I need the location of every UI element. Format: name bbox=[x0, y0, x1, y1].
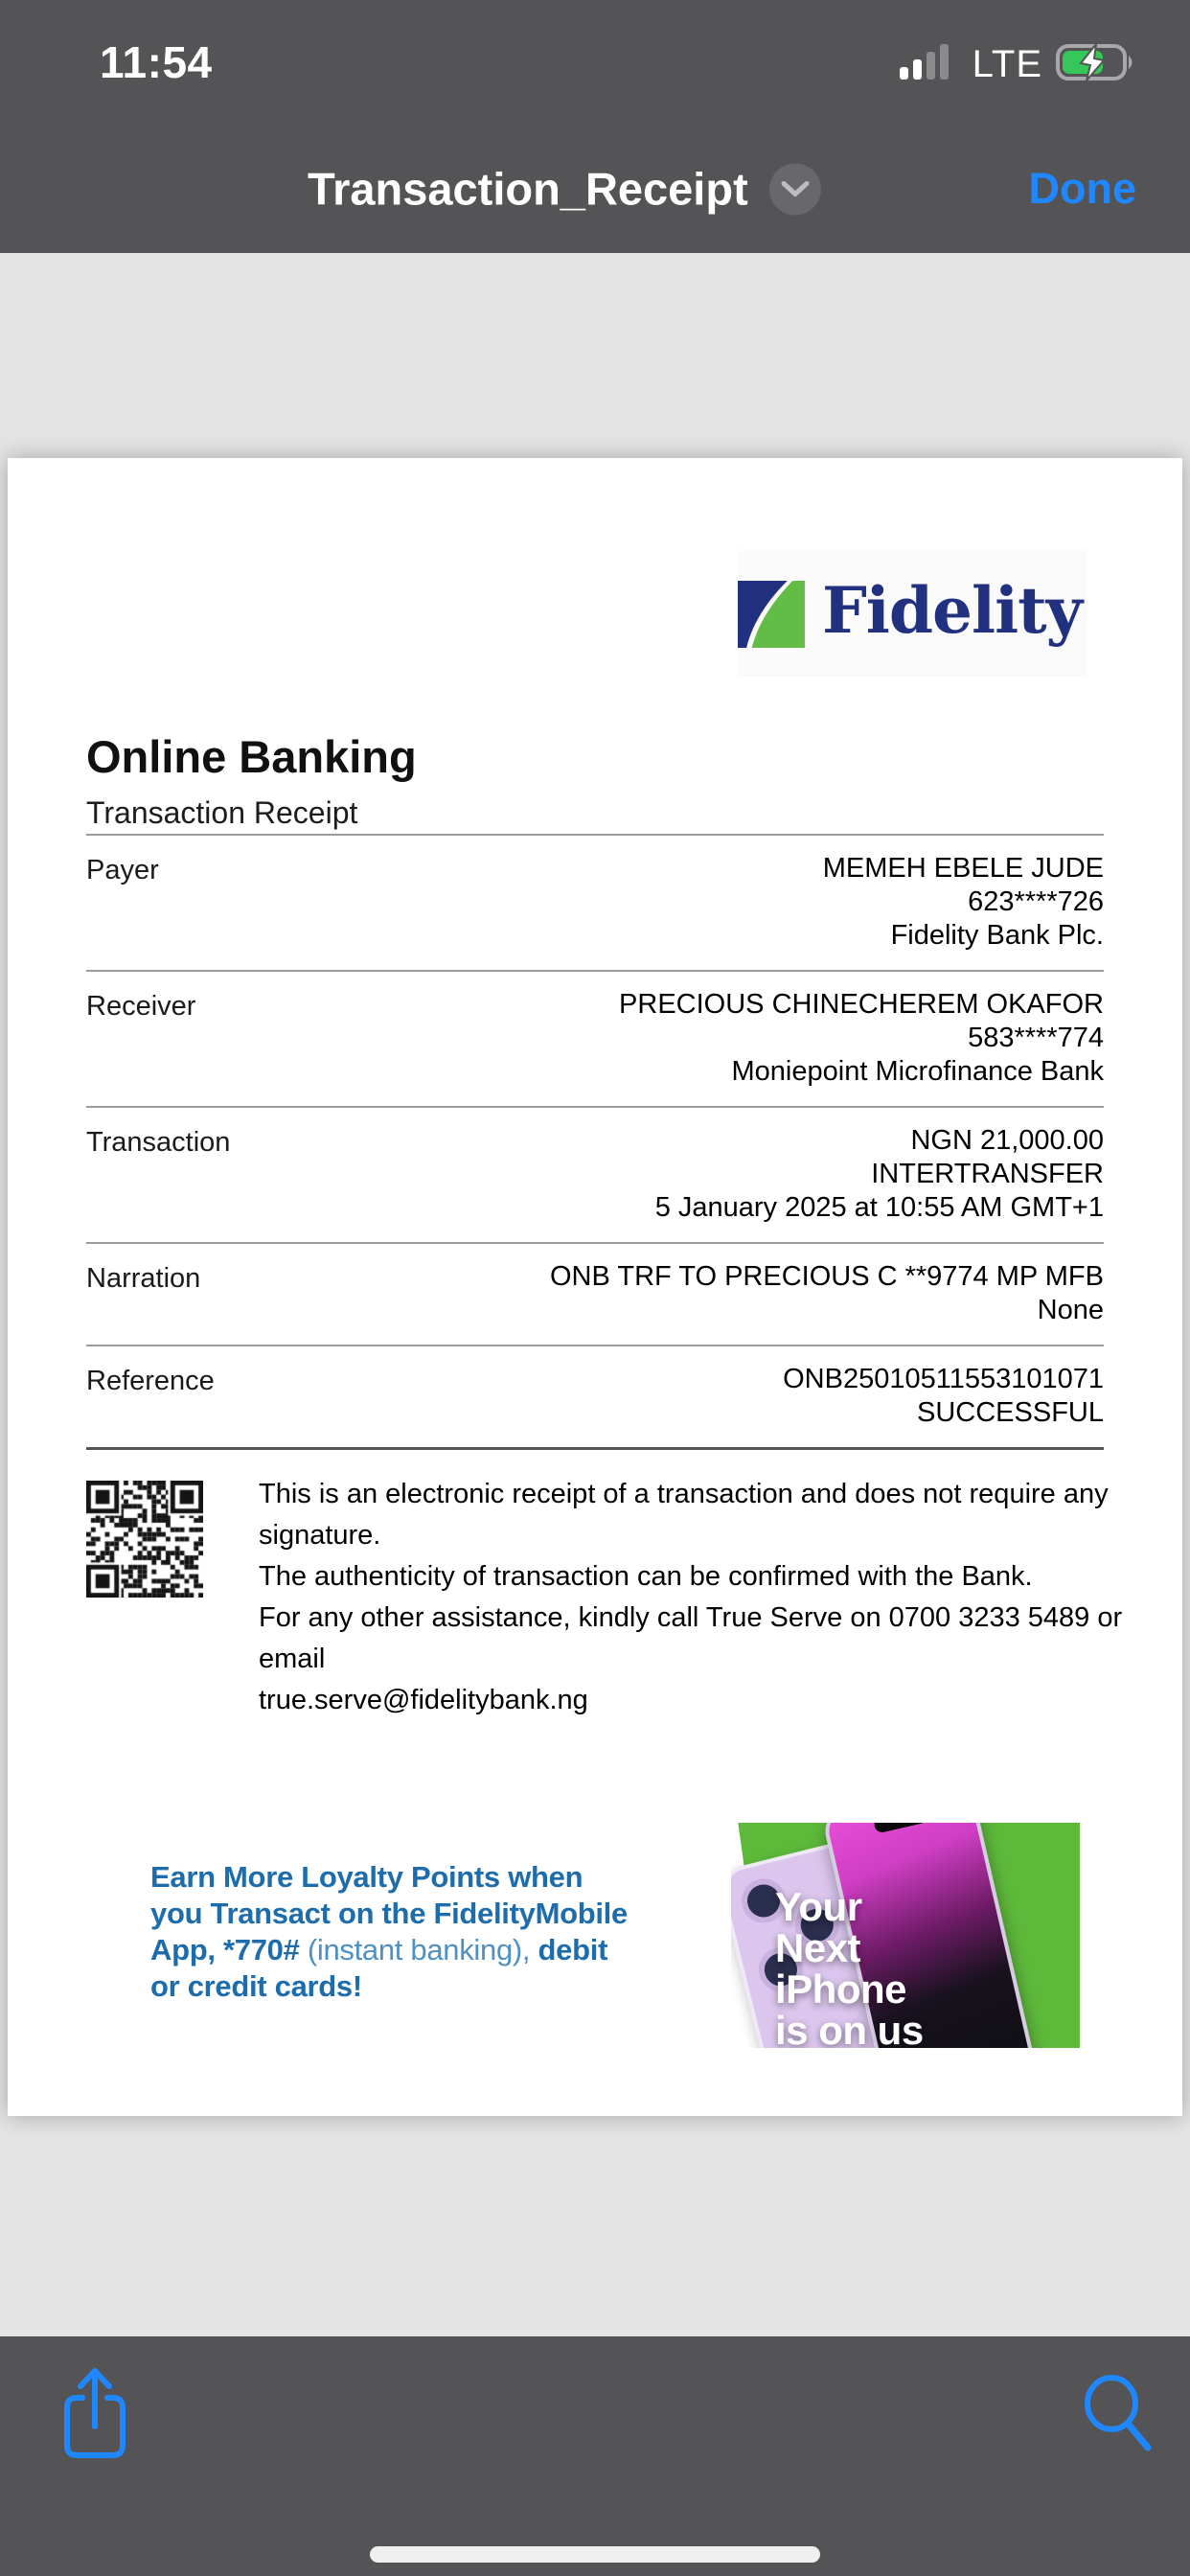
table-row-reference bbox=[86, 1346, 1104, 1450]
promo-line: iPhone bbox=[775, 1966, 907, 2012]
receiver-bank: Moniepoint Microfinance Bank bbox=[731, 1056, 1104, 1087]
row-values bbox=[550, 1260, 1104, 1327]
cellular-signal-icon bbox=[900, 42, 959, 87]
table-row-transaction bbox=[86, 1108, 1104, 1244]
disclaimer-email: true.serve@fidelitybank.ng bbox=[259, 1685, 588, 1715]
transaction-amount: NGN 21,000.00 bbox=[910, 1125, 1104, 1156]
row-values bbox=[823, 852, 1104, 953]
search-icon bbox=[1081, 2373, 1157, 2455]
table-row-narration bbox=[86, 1244, 1104, 1346]
network-type-label: LTE bbox=[972, 43, 1042, 85]
row-label: Receiver bbox=[86, 991, 196, 1022]
ad-text-regular: (instant banking), bbox=[307, 1933, 538, 1966]
row-label: Payer bbox=[86, 855, 159, 886]
navigation-bar bbox=[0, 146, 1190, 232]
promo-headline bbox=[775, 1886, 924, 2048]
narration-extra: None bbox=[1037, 1295, 1104, 1325]
iphone-promo-banner bbox=[731, 1823, 1080, 2048]
dynamic-island bbox=[873, 1823, 928, 1834]
promo-line: is on us bbox=[775, 2008, 924, 2048]
row-values bbox=[619, 988, 1104, 1089]
row-label: Transaction bbox=[86, 1127, 231, 1158]
receiver-name: PRECIOUS CHINECHEREM OKAFOR bbox=[619, 989, 1104, 1020]
table-row-payer bbox=[86, 836, 1104, 972]
narration-text: ONB TRF TO PRECIOUS C **9774 MP MFB bbox=[549, 1261, 1104, 1292]
page-title: Online Banking bbox=[86, 731, 417, 782]
table-row-receiver bbox=[86, 972, 1104, 1108]
payer-account: 623****726 bbox=[968, 886, 1104, 917]
transaction-type: INTERTRANSFER bbox=[871, 1159, 1104, 1189]
battery-charging-icon bbox=[1056, 42, 1138, 87]
ad-text-bold: Earn More Loyalty Points when you Transact on the FidelityMobile App, *770# bbox=[150, 1860, 628, 1966]
top-chrome-bar bbox=[0, 0, 1190, 253]
disclaimer-line: The authenticity of transaction can be confirmed with the Bank. bbox=[259, 1561, 1033, 1592]
status-badge: SUCCESSFUL bbox=[917, 1397, 1104, 1428]
reference-number: ONB25010511553101071 bbox=[783, 1364, 1104, 1394]
promo-line: Next bbox=[775, 1925, 861, 1970]
ad-text-bold: debit or credit cards! bbox=[150, 1933, 608, 2003]
home-indicator[interactable] bbox=[370, 2546, 820, 2563]
row-label: Narration bbox=[86, 1263, 201, 1294]
share-button[interactable] bbox=[59, 2365, 130, 2464]
disclaimer-line: For any other assistance, kindly call True Serve on 0700 3233 5489 or email bbox=[259, 1602, 1123, 1674]
transaction-datetime: 5 January 2025 at 10:55 AM GMT+1 bbox=[654, 1192, 1104, 1223]
fidelity-logo bbox=[738, 551, 1087, 678]
share-icon bbox=[59, 2365, 130, 2461]
bottom-toolbar bbox=[0, 2336, 1190, 2576]
loyalty-ad-text bbox=[150, 1859, 629, 2005]
fidelity-wordmark: Fidelity bbox=[821, 573, 1082, 648]
document-title: Transaction_Receipt bbox=[307, 163, 748, 215]
receipt-document-page bbox=[8, 458, 1182, 2116]
status-time: 11:54 bbox=[100, 37, 213, 87]
payer-name: MEMEH EBELE JUDE bbox=[822, 853, 1104, 884]
page-subtitle: Transaction Receipt bbox=[86, 795, 358, 830]
receipt-details-table bbox=[86, 834, 1104, 1450]
search-button[interactable] bbox=[1081, 2373, 1157, 2458]
payer-bank: Fidelity Bank Plc. bbox=[890, 920, 1104, 951]
fidelity-logo-mark-icon bbox=[738, 561, 805, 668]
disclaimer-line: This is an electronic receipt of a transaction and does not require any signature. bbox=[259, 1479, 1109, 1551]
promo-line: Your bbox=[775, 1884, 862, 1929]
row-label: Reference bbox=[86, 1366, 215, 1396]
status-cluster bbox=[900, 42, 1138, 87]
row-values bbox=[655, 1124, 1104, 1225]
disclaimer-text bbox=[259, 1474, 1150, 1721]
title-menu-button[interactable] bbox=[769, 163, 821, 215]
chevron-down-icon bbox=[781, 179, 810, 198]
row-values bbox=[783, 1363, 1104, 1430]
receiver-account: 583****774 bbox=[968, 1023, 1104, 1053]
qr-code bbox=[86, 1481, 203, 1598]
done-button[interactable]: Done bbox=[1028, 164, 1136, 213]
